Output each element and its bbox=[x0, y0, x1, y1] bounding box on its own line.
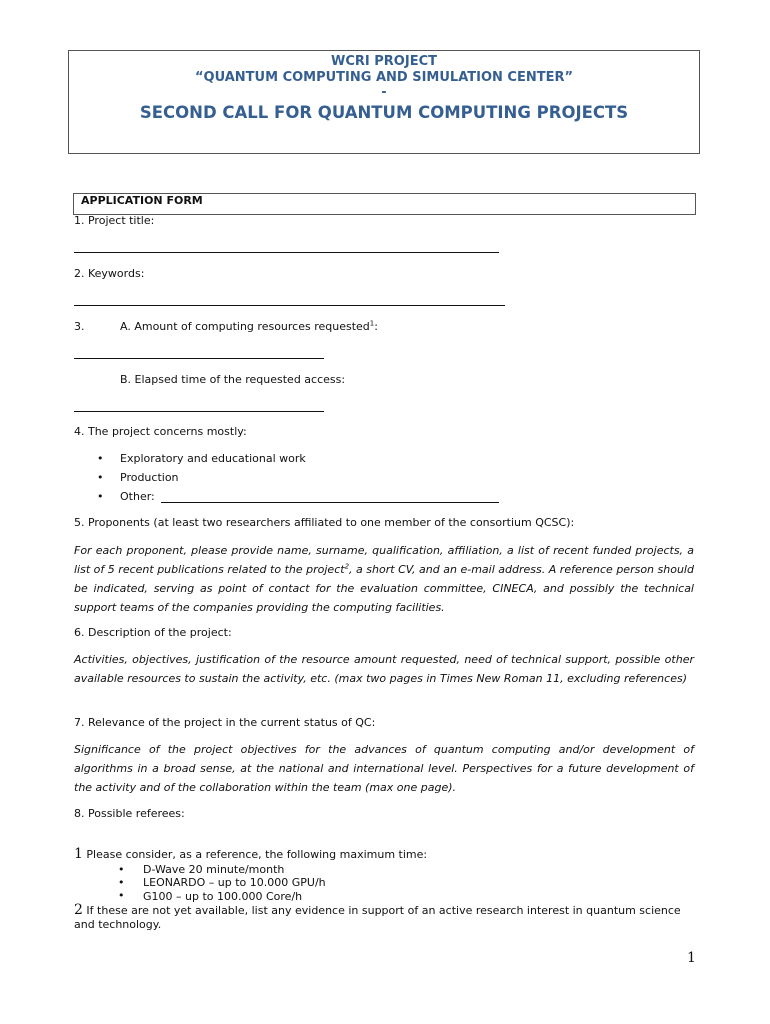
other-field[interactable] bbox=[161, 502, 499, 503]
computing-resources-label: A. Amount of computing resources requested bbox=[120, 320, 370, 333]
footnote-1-item-dwave: D-Wave 20 minute/month bbox=[143, 863, 285, 876]
bullet-icon: • bbox=[97, 490, 104, 503]
footnote-1-number: 1 bbox=[74, 846, 83, 862]
question-project-concerns: 4. The project concerns mostly: bbox=[74, 425, 247, 438]
keywords-field[interactable] bbox=[74, 305, 505, 306]
question-relevance: 7. Relevance of the project in the current status of QC: bbox=[74, 716, 376, 729]
relevance-instructions: Significance of the project objectives for the advances of quantum computing and/or development of algorithms in a broad sense, at the national and international level. Perspectives for a future development of the activity and of the collaboration within the team (max one page). bbox=[74, 743, 694, 794]
header-project: WCRI PROJECT bbox=[331, 54, 437, 69]
question-3-number: 3. bbox=[74, 320, 85, 333]
bullet-icon: • bbox=[118, 876, 125, 889]
footnote-1-text: Please consider, as a reference, the following maximum time: bbox=[86, 848, 428, 861]
header-box bbox=[68, 50, 700, 154]
footnote-ref-1: 1 bbox=[369, 319, 375, 328]
question-computing-resources bbox=[120, 320, 378, 333]
elapsed-time-field[interactable] bbox=[74, 411, 324, 412]
proponents-instructions-a: For each proponent, please provide name, surname, qualification, affiliation, a list of recent funded projects, a list of 5 recent publications related to the project bbox=[74, 544, 694, 576]
application-form-title: APPLICATION FORM bbox=[73, 193, 696, 215]
bullet-icon: • bbox=[97, 452, 104, 465]
bullet-icon: • bbox=[118, 889, 125, 902]
bullet-icon: • bbox=[97, 471, 104, 484]
question-description: 6. Description of the project: bbox=[74, 626, 232, 639]
computing-resources-field[interactable] bbox=[74, 358, 324, 359]
footnote-1-item-g100: G100 – up to 100.000 Core/h bbox=[143, 890, 303, 903]
footnote-1 bbox=[74, 846, 427, 862]
proponents-instructions-b: , a short CV, and an e-mail address. A reference person should be indicated, serving as point of contact for the evaluation committee, CINECA, and possibly the technical support teams of the companies providing the computing facilities. bbox=[74, 563, 694, 614]
computing-resources-colon: : bbox=[374, 320, 378, 333]
option-other[interactable]: Other: bbox=[120, 490, 155, 503]
header-dash: - bbox=[381, 85, 387, 100]
description-instructions: Activities, objectives, justification of the resource amount requested, need of technical support, possible other available resources to sustain the activity, etc. (max two pages in Times New Roman 11, excluding references) bbox=[74, 653, 694, 685]
project-title-field[interactable] bbox=[74, 252, 499, 253]
option-production[interactable]: Production bbox=[120, 471, 179, 484]
header-call-title: SECOND CALL FOR QUANTUM COMPUTING PROJECTS bbox=[139, 103, 629, 122]
footnote-2-text: If these are not yet available, list any evidence in support of an active research interest in quantum science and technology. bbox=[74, 904, 681, 931]
header-center-name: “QUANTUM COMPUTING AND SIMULATION CENTER” bbox=[194, 70, 574, 85]
question-elapsed-time: B. Elapsed time of the requested access: bbox=[120, 373, 346, 386]
proponents-instructions bbox=[74, 541, 694, 617]
question-project-title: 1. Project title: bbox=[74, 214, 155, 227]
option-exploratory[interactable]: Exploratory and educational work bbox=[120, 452, 306, 465]
footnote-ref-2: 2 bbox=[344, 562, 350, 571]
question-proponents: 5. Proponents (at least two researchers affiliated to one member of the consortium QCSC): bbox=[74, 516, 575, 529]
question-keywords: 2. Keywords: bbox=[74, 267, 145, 280]
page-number: 1 bbox=[687, 950, 696, 966]
footnote-1-item-leonardo: LEONARDO – up to 10.000 GPU/h bbox=[143, 876, 326, 889]
question-referees: 8. Possible referees: bbox=[74, 807, 185, 820]
bullet-icon: • bbox=[118, 863, 125, 876]
footnote-2 bbox=[74, 903, 684, 932]
footnote-2-number: 2 bbox=[74, 902, 83, 918]
